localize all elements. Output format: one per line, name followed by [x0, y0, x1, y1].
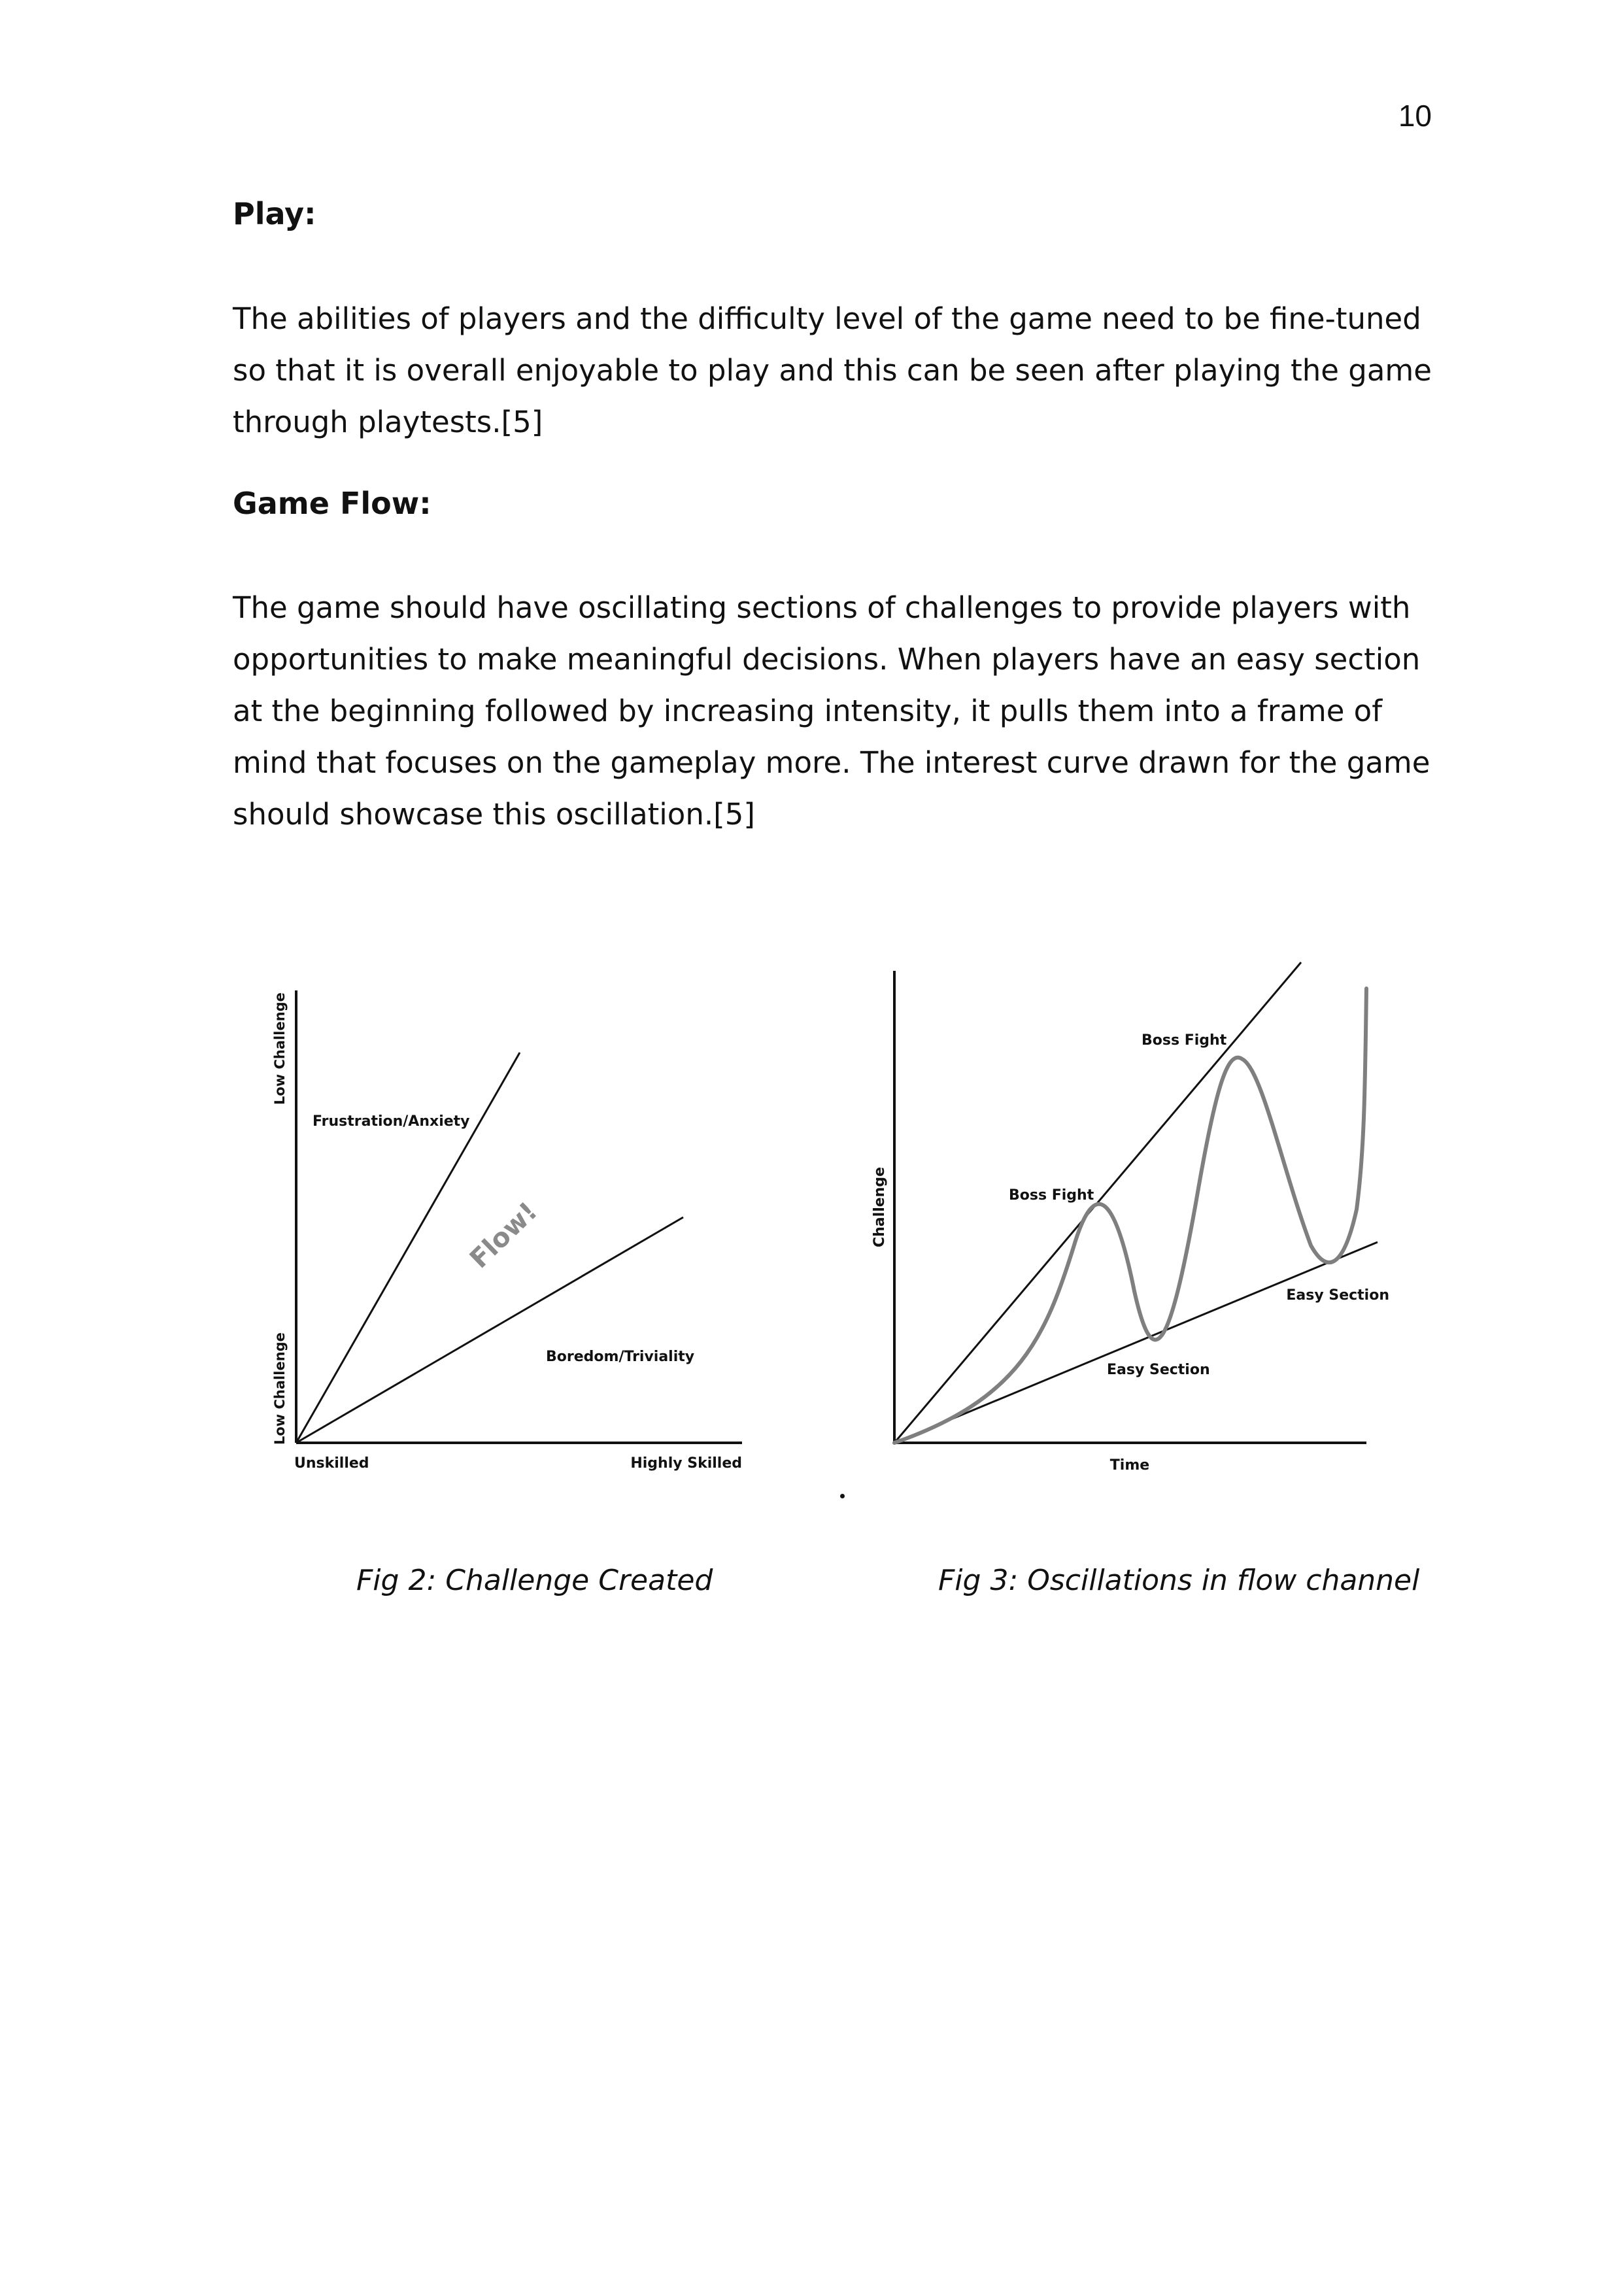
- paragraph-line: through playtests.[5]: [233, 405, 543, 439]
- x-axis-label-right: Highly Skilled: [630, 1455, 742, 1472]
- paragraph-line: so that it is overall enjoyable to play and this can be seen after playing the game: [233, 353, 1432, 388]
- stray-dot: [840, 1494, 845, 1498]
- x-axis-label: Time: [1109, 1457, 1150, 1474]
- y-axis-label: Challenge: [871, 1167, 888, 1247]
- oscillation-flow-diagram: [856, 954, 1419, 1491]
- easy-section-label-lower: Easy Section: [1107, 1362, 1210, 1378]
- paragraph-line: The game should have oscillating sections of challenges to provide players with: [233, 590, 1411, 625]
- boredom-triviality-label: Boredom/Triviality: [546, 1349, 695, 1365]
- y-axis-label-top: Low Challenge: [272, 992, 288, 1105]
- boss-fight-label-upper: Boss Fight: [1142, 1032, 1227, 1049]
- paragraph-line: should showcase this oscillation.[5]: [233, 797, 755, 832]
- paragraph-line: at the beginning followed by increasing intensity, it pulls them into a frame of: [233, 694, 1383, 728]
- section-heading-game-flow: Game Flow:: [233, 486, 431, 521]
- figure-caption-fig3: Fig 3: Oscillations in flow channel: [938, 1564, 1420, 1597]
- figure-challenge-created: [262, 981, 758, 1491]
- paragraph-line: The abilities of players and the difficulty level of the game need to be fine-tuned: [233, 301, 1421, 336]
- flow-label: Flow!: [464, 1196, 543, 1275]
- paragraph-line: mind that focuses on the gameplay more. The interest curve drawn for the game: [233, 745, 1430, 780]
- figure-caption-fig2: Fig 2: Challenge Created: [356, 1564, 713, 1597]
- challenge-flow-diagram: [262, 981, 758, 1491]
- figure-oscillations: [856, 954, 1419, 1491]
- easy-section-label-right: Easy Section: [1286, 1287, 1389, 1304]
- section-heading-play: Play:: [233, 196, 316, 231]
- paragraph-play: [233, 293, 1462, 448]
- x-axis-label-left: Unskilled: [294, 1455, 369, 1472]
- paragraph-line: opportunities to make meaningful decisions. When players have an easy section: [233, 642, 1421, 677]
- page-number: 10: [1398, 99, 1432, 133]
- lower-flow-boundary-line: [894, 1242, 1378, 1443]
- boss-fight-label-lower: Boss Fight: [1009, 1187, 1094, 1204]
- frustration-anxiety-label: Frustration/Anxiety: [313, 1113, 470, 1130]
- y-axis-label-bottom: Low Challenge: [272, 1332, 288, 1445]
- paragraph-game-flow: [233, 582, 1462, 840]
